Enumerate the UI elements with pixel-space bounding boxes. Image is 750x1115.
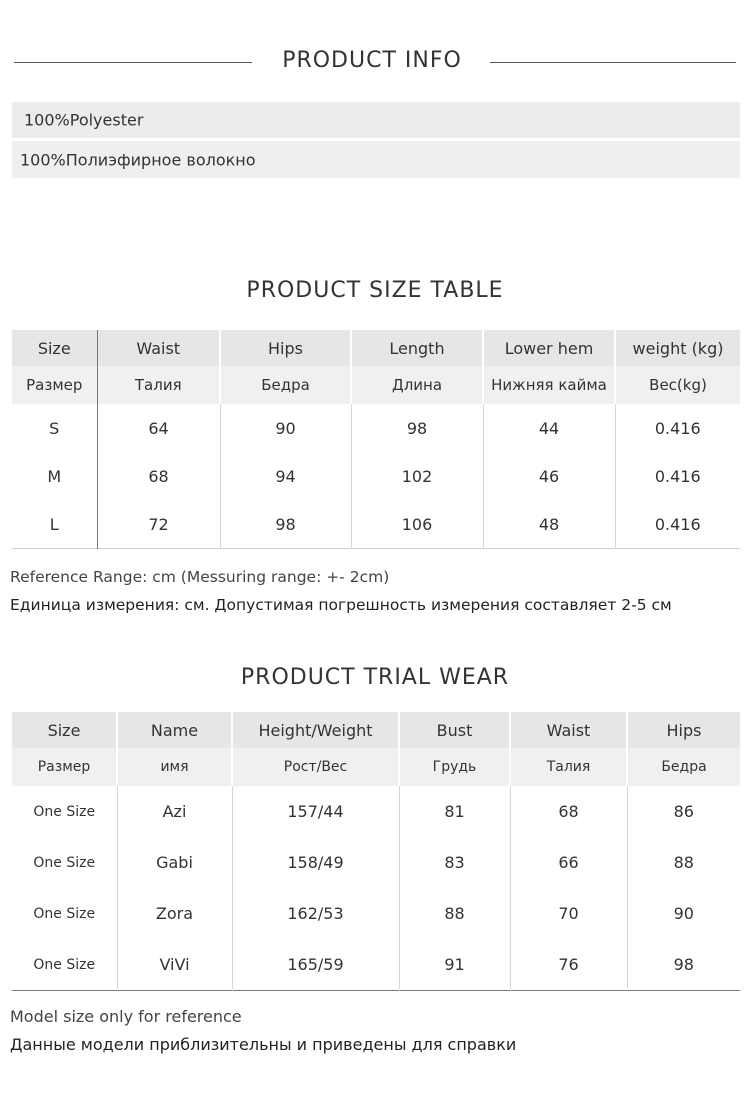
size-note-en: Reference Range: cm (Messuring range: +- 2cm) — [10, 568, 390, 586]
cell-hips: 86 — [627, 786, 740, 837]
table-row — [12, 500, 740, 549]
material-ru: 100%Полиэфирное волокно — [20, 150, 256, 169]
cell-size: One Size — [12, 786, 117, 837]
header-bust: Bust — [399, 712, 510, 748]
header-height-weight-ru: Рост/Вес — [232, 748, 399, 786]
cell-name: Azi — [117, 786, 232, 837]
table-row — [12, 837, 740, 888]
trial-table — [12, 712, 740, 991]
cell-hips: 90 — [220, 404, 351, 452]
header-lower-hem-ru: Нижняя кайма — [483, 366, 615, 404]
header-waist-ru: Талия — [510, 748, 627, 786]
cell-bust: 83 — [399, 837, 510, 888]
header-name-ru: имя — [117, 748, 232, 786]
cell-height-weight: 157/44 — [232, 786, 399, 837]
trial-note-ru: Данные модели приблизительны и приведены для справки — [10, 1035, 517, 1054]
table-row — [12, 888, 740, 939]
cell-height-weight: 158/49 — [232, 837, 399, 888]
cell-name: ViVi — [117, 939, 232, 991]
header-size-ru: Размер — [12, 366, 97, 404]
material-en: 100%Polyester — [24, 110, 144, 130]
cell-size: One Size — [12, 939, 117, 991]
cell-waist: 66 — [510, 837, 627, 888]
cell-lower-hem: 46 — [483, 452, 615, 500]
cell-name: Zora — [117, 888, 232, 939]
cell-hips: 94 — [220, 452, 351, 500]
cell-height-weight: 162/53 — [232, 888, 399, 939]
trial-table-header-ru — [12, 748, 740, 786]
cell-waist: 68 — [97, 452, 220, 500]
header-hips-ru: Бедра — [220, 366, 351, 404]
product-info-title: PRODUCT INFO — [282, 48, 462, 73]
cell-waist: 68 — [510, 786, 627, 837]
cell-length: 98 — [351, 404, 483, 452]
cell-bust: 91 — [399, 939, 510, 991]
cell-weight: 0.416 — [615, 452, 740, 500]
cell-name: Gabi — [117, 837, 232, 888]
cell-length: 102 — [351, 452, 483, 500]
header-waist: Waist — [97, 330, 220, 366]
cell-hips: 98 — [220, 500, 351, 549]
header-waist-ru: Талия — [97, 366, 220, 404]
size-note-ru: Единица измерения: см. Допустимая погрешность измерения составляет 2-5 см — [10, 596, 672, 614]
cell-bust: 81 — [399, 786, 510, 837]
cell-height-weight: 165/59 — [232, 939, 399, 991]
trial-note-en: Model size only for reference — [10, 1007, 242, 1026]
cell-weight: 0.416 — [615, 404, 740, 452]
header-hips-ru: Бедра — [627, 748, 740, 786]
title-rule-right — [490, 62, 736, 63]
cell-waist: 70 — [510, 888, 627, 939]
header-lower-hem: Lower hem — [483, 330, 615, 366]
table-row — [12, 939, 740, 991]
cell-size: M — [12, 452, 97, 500]
title-rule-left — [14, 62, 252, 63]
cell-waist: 76 — [510, 939, 627, 991]
cell-waist: 64 — [97, 404, 220, 452]
header-waist: Waist — [510, 712, 627, 748]
material-row-ru — [12, 141, 740, 178]
cell-hips: 98 — [627, 939, 740, 991]
cell-weight: 0.416 — [615, 500, 740, 549]
size-table-title: PRODUCT SIZE TABLE — [246, 278, 504, 303]
header-hips: Hips — [220, 330, 351, 366]
size-table-header-ru — [12, 366, 740, 404]
header-hips: Hips — [627, 712, 740, 748]
cell-size: L — [12, 500, 97, 549]
cell-length: 106 — [351, 500, 483, 549]
header-weight: weight (kg) — [615, 330, 740, 366]
header-size: Size — [12, 330, 97, 366]
cell-lower-hem: 44 — [483, 404, 615, 452]
cell-waist: 72 — [97, 500, 220, 549]
trial-table-header-en — [12, 712, 740, 748]
table-row — [12, 786, 740, 837]
header-size-ru: Размер — [12, 748, 117, 786]
header-name: Name — [117, 712, 232, 748]
cell-size: S — [12, 404, 97, 452]
header-weight-ru: Вес(kg) — [615, 366, 740, 404]
table-row — [12, 404, 740, 452]
cell-hips: 88 — [627, 837, 740, 888]
cell-size: One Size — [12, 888, 117, 939]
table-row — [12, 452, 740, 500]
header-bust-ru: Грудь — [399, 748, 510, 786]
size-table-header-en — [12, 330, 740, 366]
cell-size: One Size — [12, 837, 117, 888]
header-length: Length — [351, 330, 483, 366]
material-row-en — [12, 102, 740, 138]
cell-hips: 90 — [627, 888, 740, 939]
cell-lower-hem: 48 — [483, 500, 615, 549]
header-size: Size — [12, 712, 117, 748]
trial-table-title: PRODUCT TRIAL WEAR — [240, 665, 510, 690]
header-height-weight: Height/Weight — [232, 712, 399, 748]
size-table — [12, 330, 740, 549]
cell-bust: 88 — [399, 888, 510, 939]
header-length-ru: Длина — [351, 366, 483, 404]
